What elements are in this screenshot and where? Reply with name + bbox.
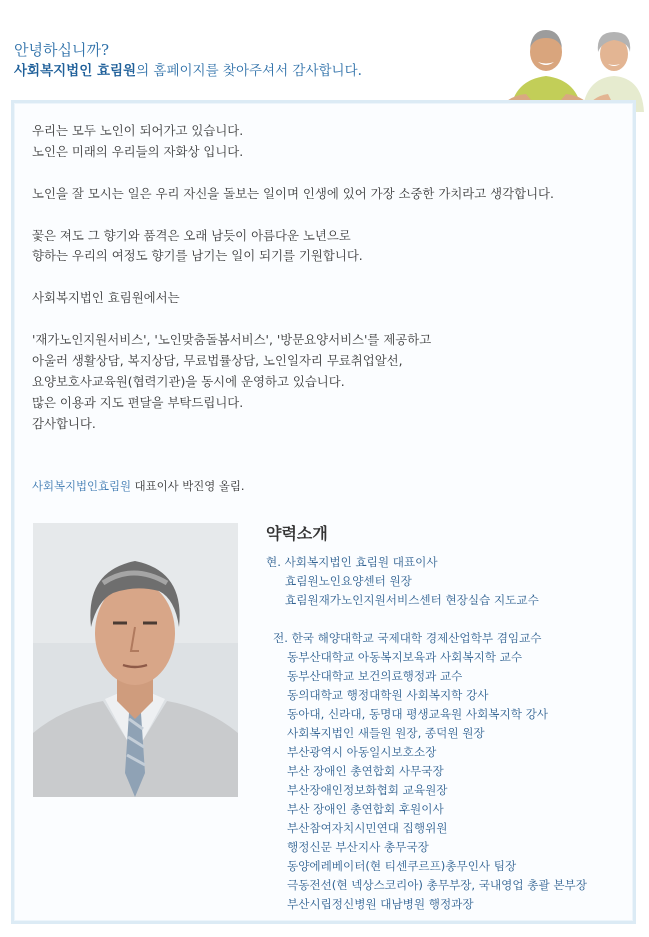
director-portrait bbox=[33, 523, 238, 797]
career-item: 행정신문 부산지사 총무국장 bbox=[287, 840, 429, 854]
message-line: 요양보호사교육원(협력기관)을 동시에 운영하고 있습니다. bbox=[32, 373, 345, 389]
career-item: 극동전선(현 넥상스코리아) 총무부장, 국내영업 총괄 본부장 bbox=[287, 878, 587, 892]
message-line: '재가노인지원서비스', '노인맞춤돌봄서비스', '방문요양서비스'를 제공하고 bbox=[32, 332, 432, 347]
message-line: 아울러 생활상담, 복지상담, 무료법률상담, 노인일자리 무료취업알선, bbox=[32, 352, 403, 368]
career-item: 부산시립정신병원 대남병원 행정과장 bbox=[287, 897, 474, 911]
signature bbox=[32, 478, 245, 494]
signature-rest: 대표이사 박진영 올림. bbox=[131, 479, 245, 493]
message-line: 노인을 잘 모시는 일은 우리 자신을 돌보는 일이며 인생에 있어 가장 소중한 가치라고 생각합니다. bbox=[32, 185, 554, 201]
career-item: 전. 한국 해양대학교 국제대학 경제산업학부 겸임교수 bbox=[273, 631, 542, 645]
message-line: 꽃은 져도 그 향기와 품격은 오래 남듯이 아름다운 노년으로 bbox=[32, 227, 351, 243]
message-line: 많은 이용과 지도 편달을 부탁드립니다. bbox=[32, 394, 244, 410]
greeting-line2 bbox=[14, 60, 362, 82]
message-line: 우리는 모두 노인이 되어가고 있습니다. bbox=[32, 123, 244, 138]
greeting-line2-rest: 의 홈페이지를 찾아주셔서 감사합니다. bbox=[136, 63, 362, 79]
career-title: 약력소개 bbox=[266, 524, 328, 543]
career-item: 동부산대학교 보건의료행정과 교수 bbox=[287, 669, 463, 683]
message-spacer bbox=[32, 163, 612, 184]
career-list bbox=[266, 553, 636, 914]
greeting-header bbox=[14, 40, 362, 82]
greeting-line1: 안녕하십니까? bbox=[14, 41, 109, 59]
career-spacer bbox=[266, 610, 636, 629]
signature-org: 사회복지법인효림원 bbox=[32, 479, 132, 493]
career-item: 사회복지법인 새들원 원장, 종덕원 원장 bbox=[287, 726, 485, 740]
message-spacer bbox=[32, 205, 612, 226]
career-item: 효림원재가노인지원서비스센터 현장실습 지도교수 bbox=[285, 593, 539, 607]
career-item: 동아대, 신라대, 동명대 평생교육원 사회복지학 강사 bbox=[287, 707, 548, 721]
message-line: 향하는 우리의 여정도 향기를 남기는 일이 되기를 기원합니다. bbox=[32, 248, 363, 264]
career-item: 동의대학교 행정대학원 사회복지학 강사 bbox=[287, 688, 489, 702]
message-spacer bbox=[32, 309, 612, 330]
career-item: 효림원노인요양센터 원장 bbox=[285, 574, 412, 588]
message-line: 노인은 미래의 우리들의 자화상 입니다. bbox=[32, 143, 244, 159]
career-item: 현. 사회복지법인 효림원 대표이사 bbox=[266, 555, 438, 569]
message-line: 사회복지법인 효림원에서는 bbox=[32, 290, 180, 306]
greeting-org-name: 사회복지법인 효림원 bbox=[14, 63, 137, 79]
greeting-message bbox=[32, 121, 612, 435]
career-item: 부산참여자치시민연대 집행위원 bbox=[287, 821, 448, 835]
career-item: 부산 장애인 총연합회 후원이사 bbox=[287, 802, 444, 816]
career-item: 동양에레베이터(현 티센쿠르프)총무인사 팀장 bbox=[287, 859, 517, 873]
career-item: 부산 장애인 총연합회 사무국장 bbox=[287, 764, 444, 778]
career-item: 부산장애인정보화협회 교육원장 bbox=[287, 783, 448, 797]
message-line: 감사합니다. bbox=[32, 415, 96, 431]
message-spacer bbox=[32, 267, 612, 288]
career-item: 동부산대학교 아동복지보육과 사회복지학 교수 bbox=[287, 650, 523, 664]
career-item: 부산광역시 아동일시보호소장 bbox=[287, 745, 437, 759]
